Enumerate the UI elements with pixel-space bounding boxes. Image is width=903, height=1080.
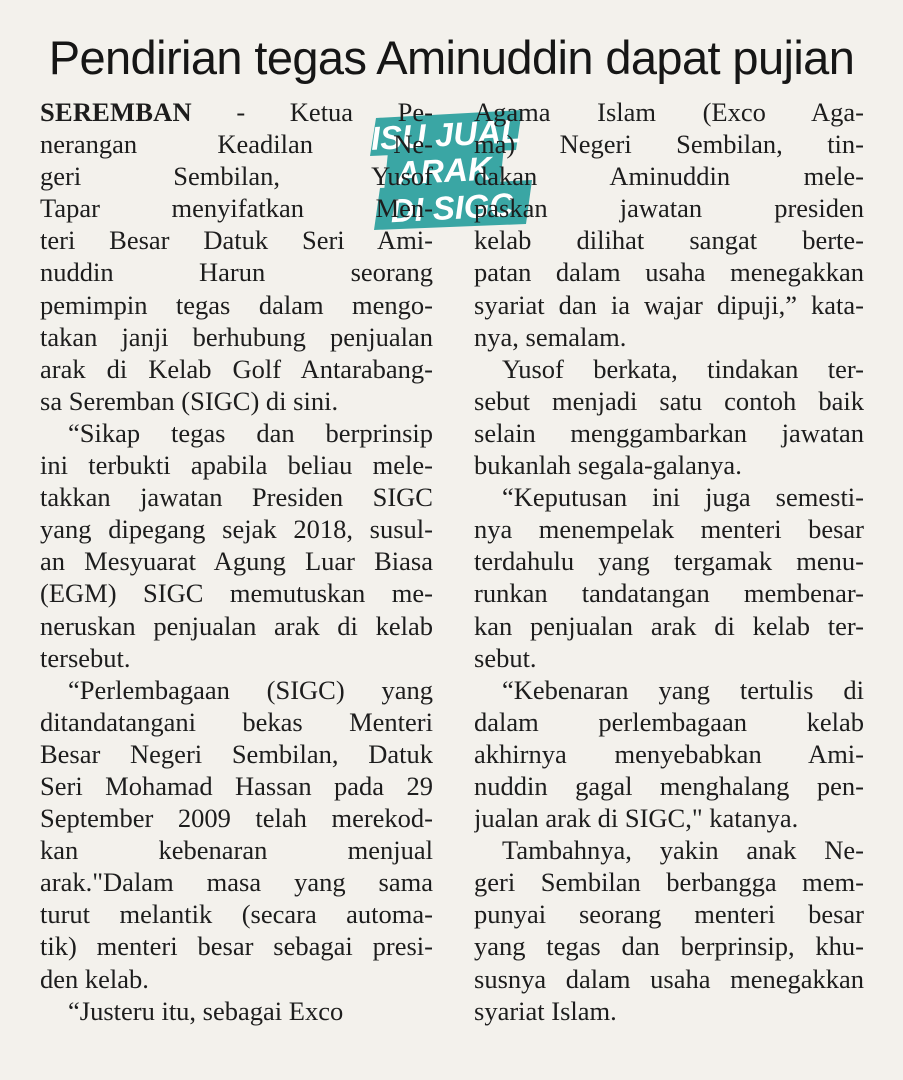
article-line: tersebut.	[40, 642, 131, 673]
article-line: September 2009 telah merekod-	[40, 803, 433, 834]
article-line: dalam perlembagaan kelab	[474, 706, 864, 737]
article-line: punyai seorang menteri besar	[474, 899, 864, 930]
article-line: yang tegas dan berprinsip, khu-	[474, 931, 864, 962]
article-line: “Kebenaran yang tertulis di	[502, 674, 864, 705]
article-line: syariat dan ia wajar dipuji,” kata-	[474, 289, 864, 320]
article-line: arak."Dalam masa yang sama	[40, 867, 433, 898]
article-line-text: - Ketua Pe-	[191, 97, 433, 127]
article-line: susnya dalam usaha menegakkan	[474, 963, 864, 994]
article-line: yang dipegang sejak 2018, susul-	[40, 514, 433, 545]
badge-line-1: ISU JUAL	[369, 112, 522, 157]
article-line: Seri Mohamad Hassan pada 29	[40, 770, 433, 801]
article-line: akhirnya menyebabkan Ami-	[474, 738, 864, 769]
dateline: SEREMBAN	[40, 97, 192, 127]
article-line: bukanlah segala-galanya.	[474, 450, 742, 481]
article-line: paskan jawatan presiden	[474, 193, 864, 224]
article-line: an Mesyuarat Agung Luar Biasa	[40, 546, 433, 577]
article-line: Yusof berkata, tindakan ter-	[502, 353, 864, 384]
article-line: geri Sembilan, Yusof	[40, 161, 433, 192]
article-column-right	[474, 96, 864, 1027]
article-line: nuddin gagal menghalang pen-	[474, 770, 864, 801]
article-line: “Sikap tegas dan berprinsip	[68, 417, 433, 448]
article-line: ditandatangani bekas Menteri	[40, 706, 433, 737]
article-line: patan dalam usaha menegakkan	[474, 257, 864, 288]
article-line: arak di Kelab Golf Antarabang-	[40, 353, 433, 384]
article-line: sebut menjadi satu contoh baik	[474, 385, 864, 416]
article-line: selain menggambarkan jawatan	[474, 417, 864, 448]
article-line: (EGM) SIGC memutuskan me-	[40, 578, 433, 609]
article-line: runkan tandatangan membenar-	[474, 578, 864, 609]
article-line: “Justeru itu, sebagai Exco	[68, 995, 344, 1026]
article-line: nya menempelak menteri besar	[474, 514, 864, 545]
article-line: den kelab.	[40, 963, 149, 994]
article-line: Tambahnya, yakin anak Ne-	[502, 835, 864, 866]
article-line: kan kebenaran menjual	[40, 835, 433, 866]
article-line: ma) Negeri Sembilan, tin-	[474, 129, 864, 160]
article-column-left	[40, 96, 433, 1027]
article-line: Tapar menyifatkan Men-	[40, 193, 433, 224]
article-line: “Perlembagaan (SIGC) yang	[68, 674, 433, 705]
article-line: “Keputusan ini juga semesti-	[502, 482, 864, 513]
article-line: geri Sembilan berbangga mem-	[474, 867, 864, 898]
article-line: kan penjualan arak di kelab ter-	[474, 610, 864, 641]
article-line: kelab dilihat sangat berte-	[474, 225, 864, 256]
article-line: sa Seremban (SIGC) di sini.	[40, 385, 339, 416]
article-line: dakan Aminuddin mele-	[474, 161, 864, 192]
article-line: Besar Negeri Sembilan, Datuk	[40, 738, 433, 769]
article-line: terdahulu yang tergamak menu-	[474, 546, 864, 577]
article-line: tik) menteri besar sebagai presi-	[40, 931, 433, 962]
article-line: nya, semalam.	[474, 321, 627, 352]
article-line: jualan arak di SIGC," katanya.	[474, 803, 799, 834]
article-line: nerangan Keadilan Ne-	[40, 129, 433, 160]
article-line: pemimpin tegas dalam mengo-	[40, 289, 433, 320]
article-line: turut melantik (secara automa-	[40, 899, 433, 930]
article-line: teri Besar Datuk Seri Ami-	[40, 225, 433, 256]
article-line: nuddin Harun seorang	[40, 257, 433, 288]
article-line: syariat Islam.	[474, 995, 617, 1026]
article-line: sebut.	[474, 642, 537, 673]
article-line	[40, 96, 433, 128]
headline: Pendirian tegas Aminuddin dapat pujian	[48, 31, 855, 84]
article-line: takkan jawatan Presiden SIGC	[40, 482, 433, 513]
badge-line-2: ARAK	[395, 149, 493, 192]
article-line: ini terbukti apabila beliau mele-	[40, 450, 433, 481]
badge-line-3: DI SIGC	[389, 185, 515, 230]
article-line: neruskan penjualan arak di kelab	[40, 610, 433, 641]
article-line: Agama Islam (Exco Aga-	[474, 97, 864, 127]
article-line: takan janji berhubung penjualan	[40, 321, 433, 352]
